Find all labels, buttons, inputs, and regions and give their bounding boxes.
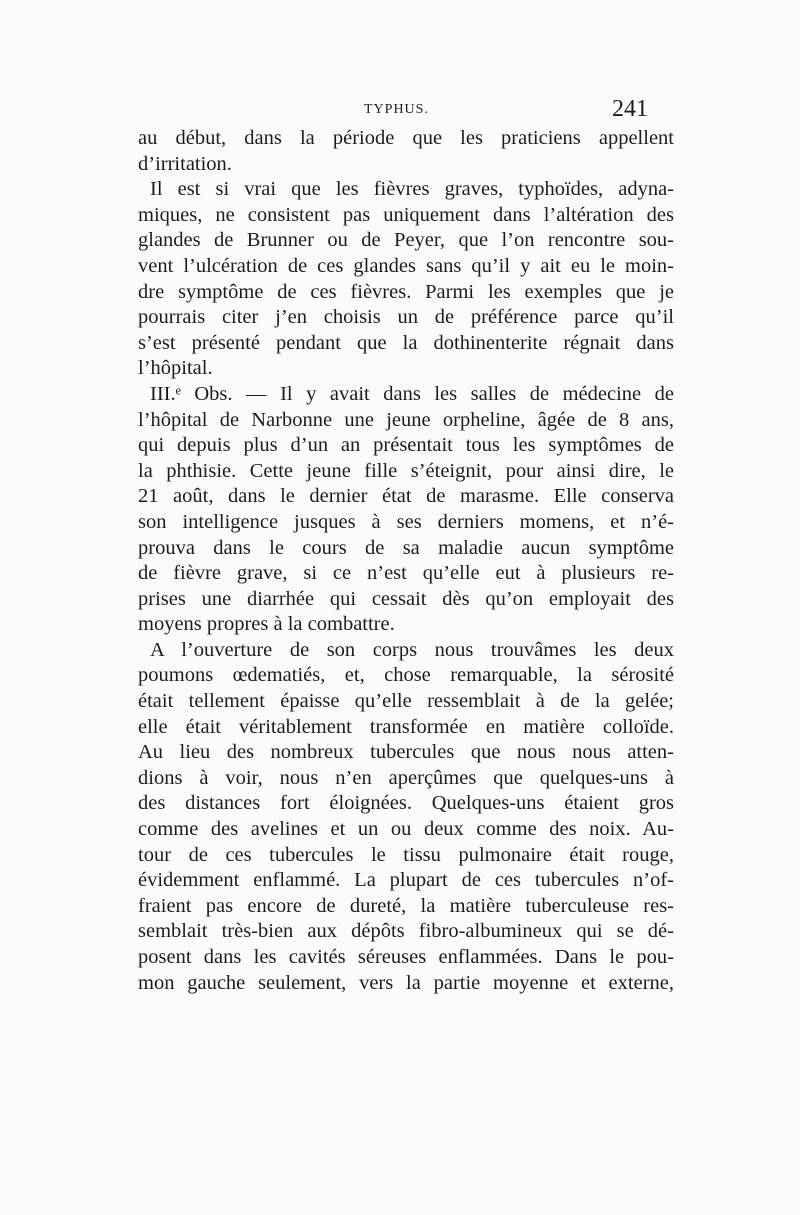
text-line: semblait très-bien aux dépôts fibro-albumineux qui se dé-: [138, 920, 674, 943]
text-line: était tellement épaisse qu’elle ressemblait à de la gelée;: [138, 690, 674, 713]
text-line: d’irritation.: [138, 152, 232, 175]
text-line: des distances fort éloignées. Quelques-uns étaient gros: [138, 792, 674, 815]
text-line: Il est si vrai que les fièvres graves, typhoïdes, adyna-: [150, 178, 674, 201]
text-line: au début, dans la période que les praticiens appellent: [138, 127, 674, 149]
text-line: vent l’ulcération de ces glandes sans qu’il y ait eu le moin-: [138, 254, 674, 277]
text-line: dre symptôme de ces fièvres. Parmi les exemples que je: [138, 280, 674, 303]
text-line: évidemment enflammé. La plupart de ces tubercules n’of-: [138, 869, 674, 892]
text-line: comme des avelines et un ou deux comme des noix. Au-: [138, 818, 674, 841]
text-line: dions à voir, nous n’en aperçûmes que quelques-uns à: [138, 766, 674, 789]
page-number: 241: [612, 96, 648, 122]
text-line: tour de ces tubercules le tissu pulmonaire était rouge,: [138, 843, 674, 866]
text-line: l’hôpital.: [138, 357, 213, 380]
text-line: A l’ouverture de son corps nous trouvâmes les deux: [150, 638, 674, 661]
running-title: TYPHUS.: [364, 102, 429, 117]
text-line: posent dans les cavités séreuses enflammées. Dans le pou-: [138, 946, 674, 968]
text-line: son intelligence jusques à ses derniers momens, et n’é-: [138, 510, 674, 533]
text-line: 21 août, dans le dernier état de marasme. Elle conserva: [138, 485, 674, 508]
text-line: III.ᵉ Obs. — Il y avait dans les salles de médecine de: [150, 382, 674, 405]
text-line: mon gauche seulement, vers la partie moyenne et externe,: [138, 971, 674, 994]
text-line: de fièvre grave, si ce n’est qu’elle eut à plusieurs re-: [138, 562, 674, 585]
text-line: miques, ne consistent pas uniquement dans l’altération des: [138, 203, 674, 226]
text-line: pourrais citer j’en choisis un de préférence parce qu’il: [138, 306, 674, 329]
text-line: la phthisie. Cette jeune fille s’éteignit, pour ainsi dire, le: [138, 459, 674, 482]
text-line: poumons œdematiés, et, chose remarquable, la sérosité: [138, 664, 674, 687]
body-text: [138, 126, 674, 996]
text-line: prises une diarrhée qui cessait dès qu’on employait des: [138, 587, 674, 610]
text-line: prouva dans le cours de sa maladie aucun symptôme: [138, 536, 674, 559]
text-line: Au lieu des nombreux tubercules que nous nous atten-: [138, 741, 674, 764]
text-line: l’hôpital de Narbonne une jeune orpheline, âgée de 8 ans,: [138, 408, 674, 431]
text-line: elle était véritablement transformée en matière colloïde.: [138, 715, 674, 738]
text-line: s’est présenté pendant que la dothinenterite régnait dans: [138, 331, 674, 354]
text-line: moyens propres à la combattre.: [138, 613, 395, 636]
text-line: fraient pas encore de dureté, la matière tuberculeuse res-: [138, 894, 674, 917]
text-line: qui depuis plus d’un an présentait tous les symptômes de: [138, 434, 674, 457]
text-line: glandes de Brunner ou de Peyer, que l’on rencontre sou-: [138, 229, 674, 252]
